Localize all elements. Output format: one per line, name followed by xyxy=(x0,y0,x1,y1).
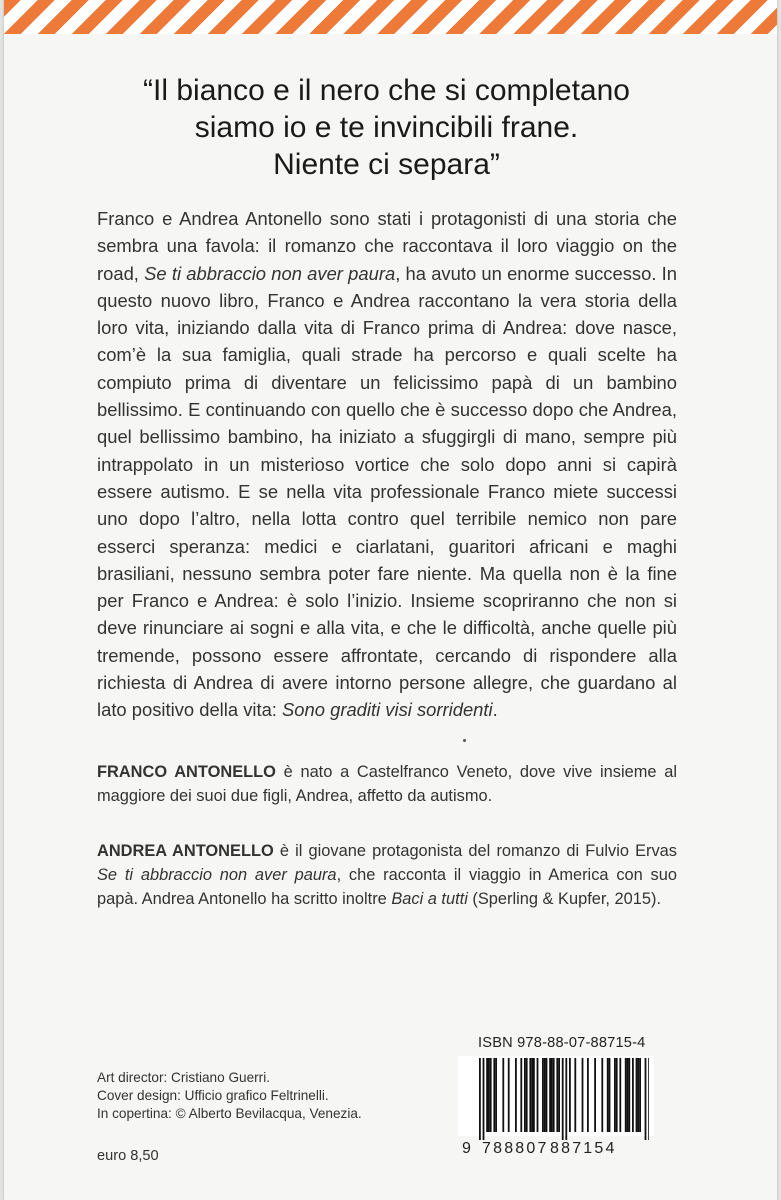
barcode-bar xyxy=(483,1058,485,1140)
barcode-bar xyxy=(556,1058,558,1132)
blurb-text: , ha avuto un enorme successo. In questo nuovo libro, Franco e Andrea raccontano la vera storia della loro vita, iniziando dalla vita di Franco prima di Andrea: dove nasce, com’è la sua famiglia, quali strade ha percorso e quali scelte ha compiuto prima di diventare un felicissimo papà di un bambino bellissimo. E continuando con quello che è successo dopo che Andrea, quel bellissimo bambino, ha iniziato a sfuggirgli di mano, sempre più intrappolato in un misterioso vortice che solo dopo anni si capirà essere autismo. E se nella vita professionale Franco miete successi uno dopo l’altro, nella lotta contro quel terribile nemico non pare esserci speranza: medici e ciarlatani, guaritori africani e maghi brasiliani, nessuno sembra poter fare niente. Ma quella non è la fine per Franco e Andrea: è solo l’inizio. Insieme scopriranno che non si deve rinunciare ai sogni e alla vita, e che le difficoltà, anche quelle più tremende, possono essere affrontate, cercando di rispondere alla richiesta di Andrea di avere intorno persone allegre, che guardano al lato positivo della vita: xyxy=(97,262,677,721)
barcode-bar xyxy=(515,1058,517,1132)
barcode-bar xyxy=(502,1058,504,1132)
price: euro 8,50 xyxy=(97,1148,159,1164)
barcode-bar xyxy=(526,1058,528,1132)
book-title: Sono graditi visi sorridenti xyxy=(282,699,493,721)
barcode-bar xyxy=(636,1058,638,1132)
blurb-text: . xyxy=(492,699,498,721)
barcode-bar xyxy=(495,1058,497,1132)
barcode-bar xyxy=(628,1058,630,1132)
barcode-bar xyxy=(645,1058,647,1140)
bio-text: (Sperling & Kupfer, 2015). xyxy=(467,890,662,908)
barcode-bar xyxy=(542,1058,544,1132)
barcode-bar xyxy=(479,1058,481,1140)
barcode-bar xyxy=(614,1058,616,1132)
barcode-bar xyxy=(648,1058,649,1140)
barcode-bar xyxy=(565,1058,567,1140)
blurb xyxy=(97,205,677,724)
barcode-bar xyxy=(551,1058,553,1132)
bio-andrea xyxy=(97,839,677,911)
barcode-bar xyxy=(546,1058,548,1132)
barcode-bar xyxy=(616,1058,618,1132)
quote-line-2: siamo io e te invincibili frane. xyxy=(194,111,579,144)
barcode-bar xyxy=(582,1058,584,1132)
author-name: ANDREA ANTONELLO xyxy=(97,842,274,860)
barcode-bar xyxy=(632,1058,634,1132)
orange-striped-band xyxy=(4,0,777,34)
barcode-bar xyxy=(625,1058,627,1132)
barcode-bar xyxy=(529,1058,531,1132)
credit-cover-design: Cover design: Ufficio grafico Feltrinelli. xyxy=(97,1088,329,1103)
barcode-bar xyxy=(607,1058,609,1132)
bio-franco xyxy=(97,760,677,808)
barcode-bar xyxy=(574,1058,576,1132)
barcode-bar xyxy=(533,1058,535,1132)
credit-art-director: Art director: Cristiano Guerri. xyxy=(97,1070,270,1085)
barcode-bar xyxy=(619,1058,621,1132)
barcode-bar xyxy=(553,1058,555,1132)
barcode-bar xyxy=(520,1058,522,1132)
cover-quote xyxy=(100,72,673,183)
barcode-bar xyxy=(486,1058,488,1132)
bio-text: è nato a Castelfranco Veneto, dove vive insieme al maggiore dei suoi due figli, Andrea, affetto da autismo. xyxy=(97,763,677,805)
barcode-bar xyxy=(562,1058,564,1140)
barcode-bar xyxy=(549,1058,551,1132)
barcode-bar xyxy=(609,1058,611,1132)
bio-text: , che racconta il viaggio in America con suo papà. Andrea Antonello ha scritto inoltre xyxy=(97,866,677,908)
blurb-text: Franco e Andrea Antonello sono stati i protagonisti di una storia che sembra una favola: il romanzo che raccontava il loro viaggio on the road, xyxy=(97,208,677,284)
book-title: Se ti abbraccio non aver paura xyxy=(97,866,337,884)
blurb-paragraph xyxy=(97,205,677,724)
barcode-bar xyxy=(531,1058,533,1132)
barcode-bar xyxy=(587,1058,589,1132)
barcode-bar xyxy=(493,1058,495,1132)
barcode-bar xyxy=(594,1058,596,1132)
barcode-digits-left: 788807 xyxy=(482,1140,549,1157)
isbn-label: ISBN 978-88-07-88715-4 xyxy=(478,1035,646,1051)
barcode-bar xyxy=(639,1058,641,1132)
author-name: FRANCO ANTONELLO xyxy=(97,763,276,781)
credit-cover-photo: In copertina: © Alberto Bevilacqua, Venezia. xyxy=(97,1106,362,1121)
credits xyxy=(97,1069,397,1123)
book-title: Se ti abbraccio non aver paura xyxy=(144,262,396,284)
barcode-digits-right: 887154 xyxy=(550,1140,617,1157)
quote-line-1: “Il bianco e il nero che si completano xyxy=(143,74,630,107)
barcode-bar xyxy=(544,1058,546,1132)
barcode-bar xyxy=(601,1058,603,1132)
barcode-bar xyxy=(488,1058,490,1132)
quote-line-3: Niente ci separa” xyxy=(273,148,500,181)
barcode-bar xyxy=(490,1058,492,1132)
bio-text: è il giovane protagonista del romanzo di Fulvio Ervas xyxy=(273,842,677,860)
barcode-bar xyxy=(537,1058,539,1132)
barcode-digit-prefix: 9 xyxy=(462,1140,474,1157)
barcode-bar xyxy=(508,1058,510,1132)
book-title: Baci a tutti xyxy=(391,890,468,908)
barcode-bar xyxy=(627,1058,629,1132)
barcode-bar xyxy=(558,1058,560,1132)
ink-dot xyxy=(463,739,466,742)
barcode-bar xyxy=(524,1058,526,1132)
barcode-bar xyxy=(637,1058,639,1132)
barcode-bar xyxy=(569,1058,571,1132)
barcode xyxy=(479,1058,649,1140)
